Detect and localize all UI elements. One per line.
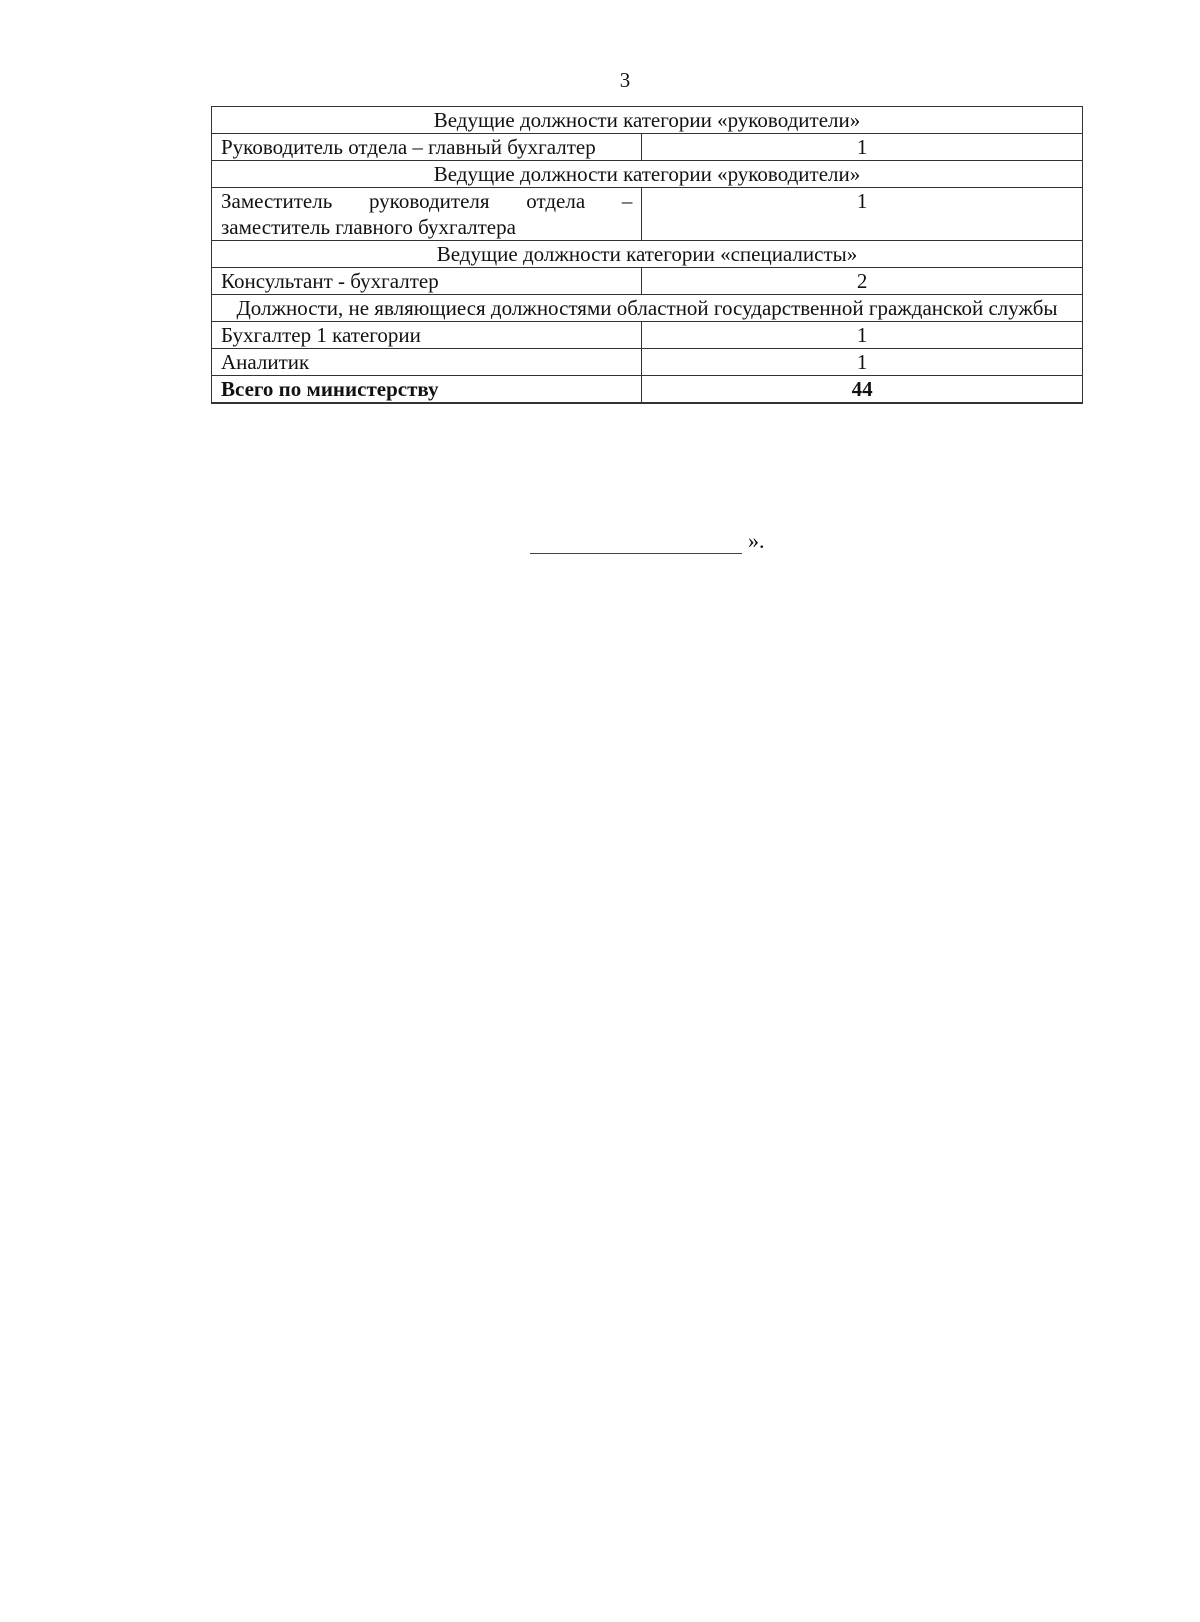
position-name: Аналитик: [212, 349, 642, 376]
section-heading: Ведущие должности категории «специалисты»: [212, 241, 1083, 268]
position-name: Бухгалтер 1 категории: [212, 322, 642, 349]
table-row: [212, 134, 1083, 161]
table-row: [212, 268, 1083, 295]
section-heading: Ведущие должности категории «руководители»: [212, 161, 1083, 188]
section-heading: Ведущие должности категории «руководители»: [212, 107, 1083, 134]
total-row: [212, 376, 1083, 404]
table-row: [212, 349, 1083, 376]
page-number: 3: [619, 68, 631, 92]
section-heading: Должности, не являющиеся должностями областной государственной гражданской службы: [212, 295, 1083, 322]
total-label: Всего по министерству: [212, 376, 642, 404]
position-count: 1: [642, 188, 1083, 241]
section-row: [212, 107, 1083, 134]
table-row: [212, 322, 1083, 349]
section-row: [212, 161, 1083, 188]
section-row: [212, 295, 1083, 322]
total-count: 44: [642, 376, 1083, 404]
position-name: Руководитель отдела – главный бухгалтер: [212, 134, 642, 161]
blank-underline: [530, 531, 742, 554]
position-count: 1: [642, 322, 1083, 349]
closing-signature-line: [530, 528, 765, 554]
position-count: 2: [642, 268, 1083, 295]
table-row: [212, 188, 1083, 241]
position-count: 1: [642, 134, 1083, 161]
position-name: Заместитель руководителя отдела – заместитель главного бухгалтера: [212, 188, 642, 241]
position-count: 1: [642, 349, 1083, 376]
closing-quote-mark: ».: [748, 528, 765, 553]
position-name: Консультант - бухгалтер: [212, 268, 642, 295]
staffing-table: [211, 106, 1083, 404]
section-row: [212, 241, 1083, 268]
